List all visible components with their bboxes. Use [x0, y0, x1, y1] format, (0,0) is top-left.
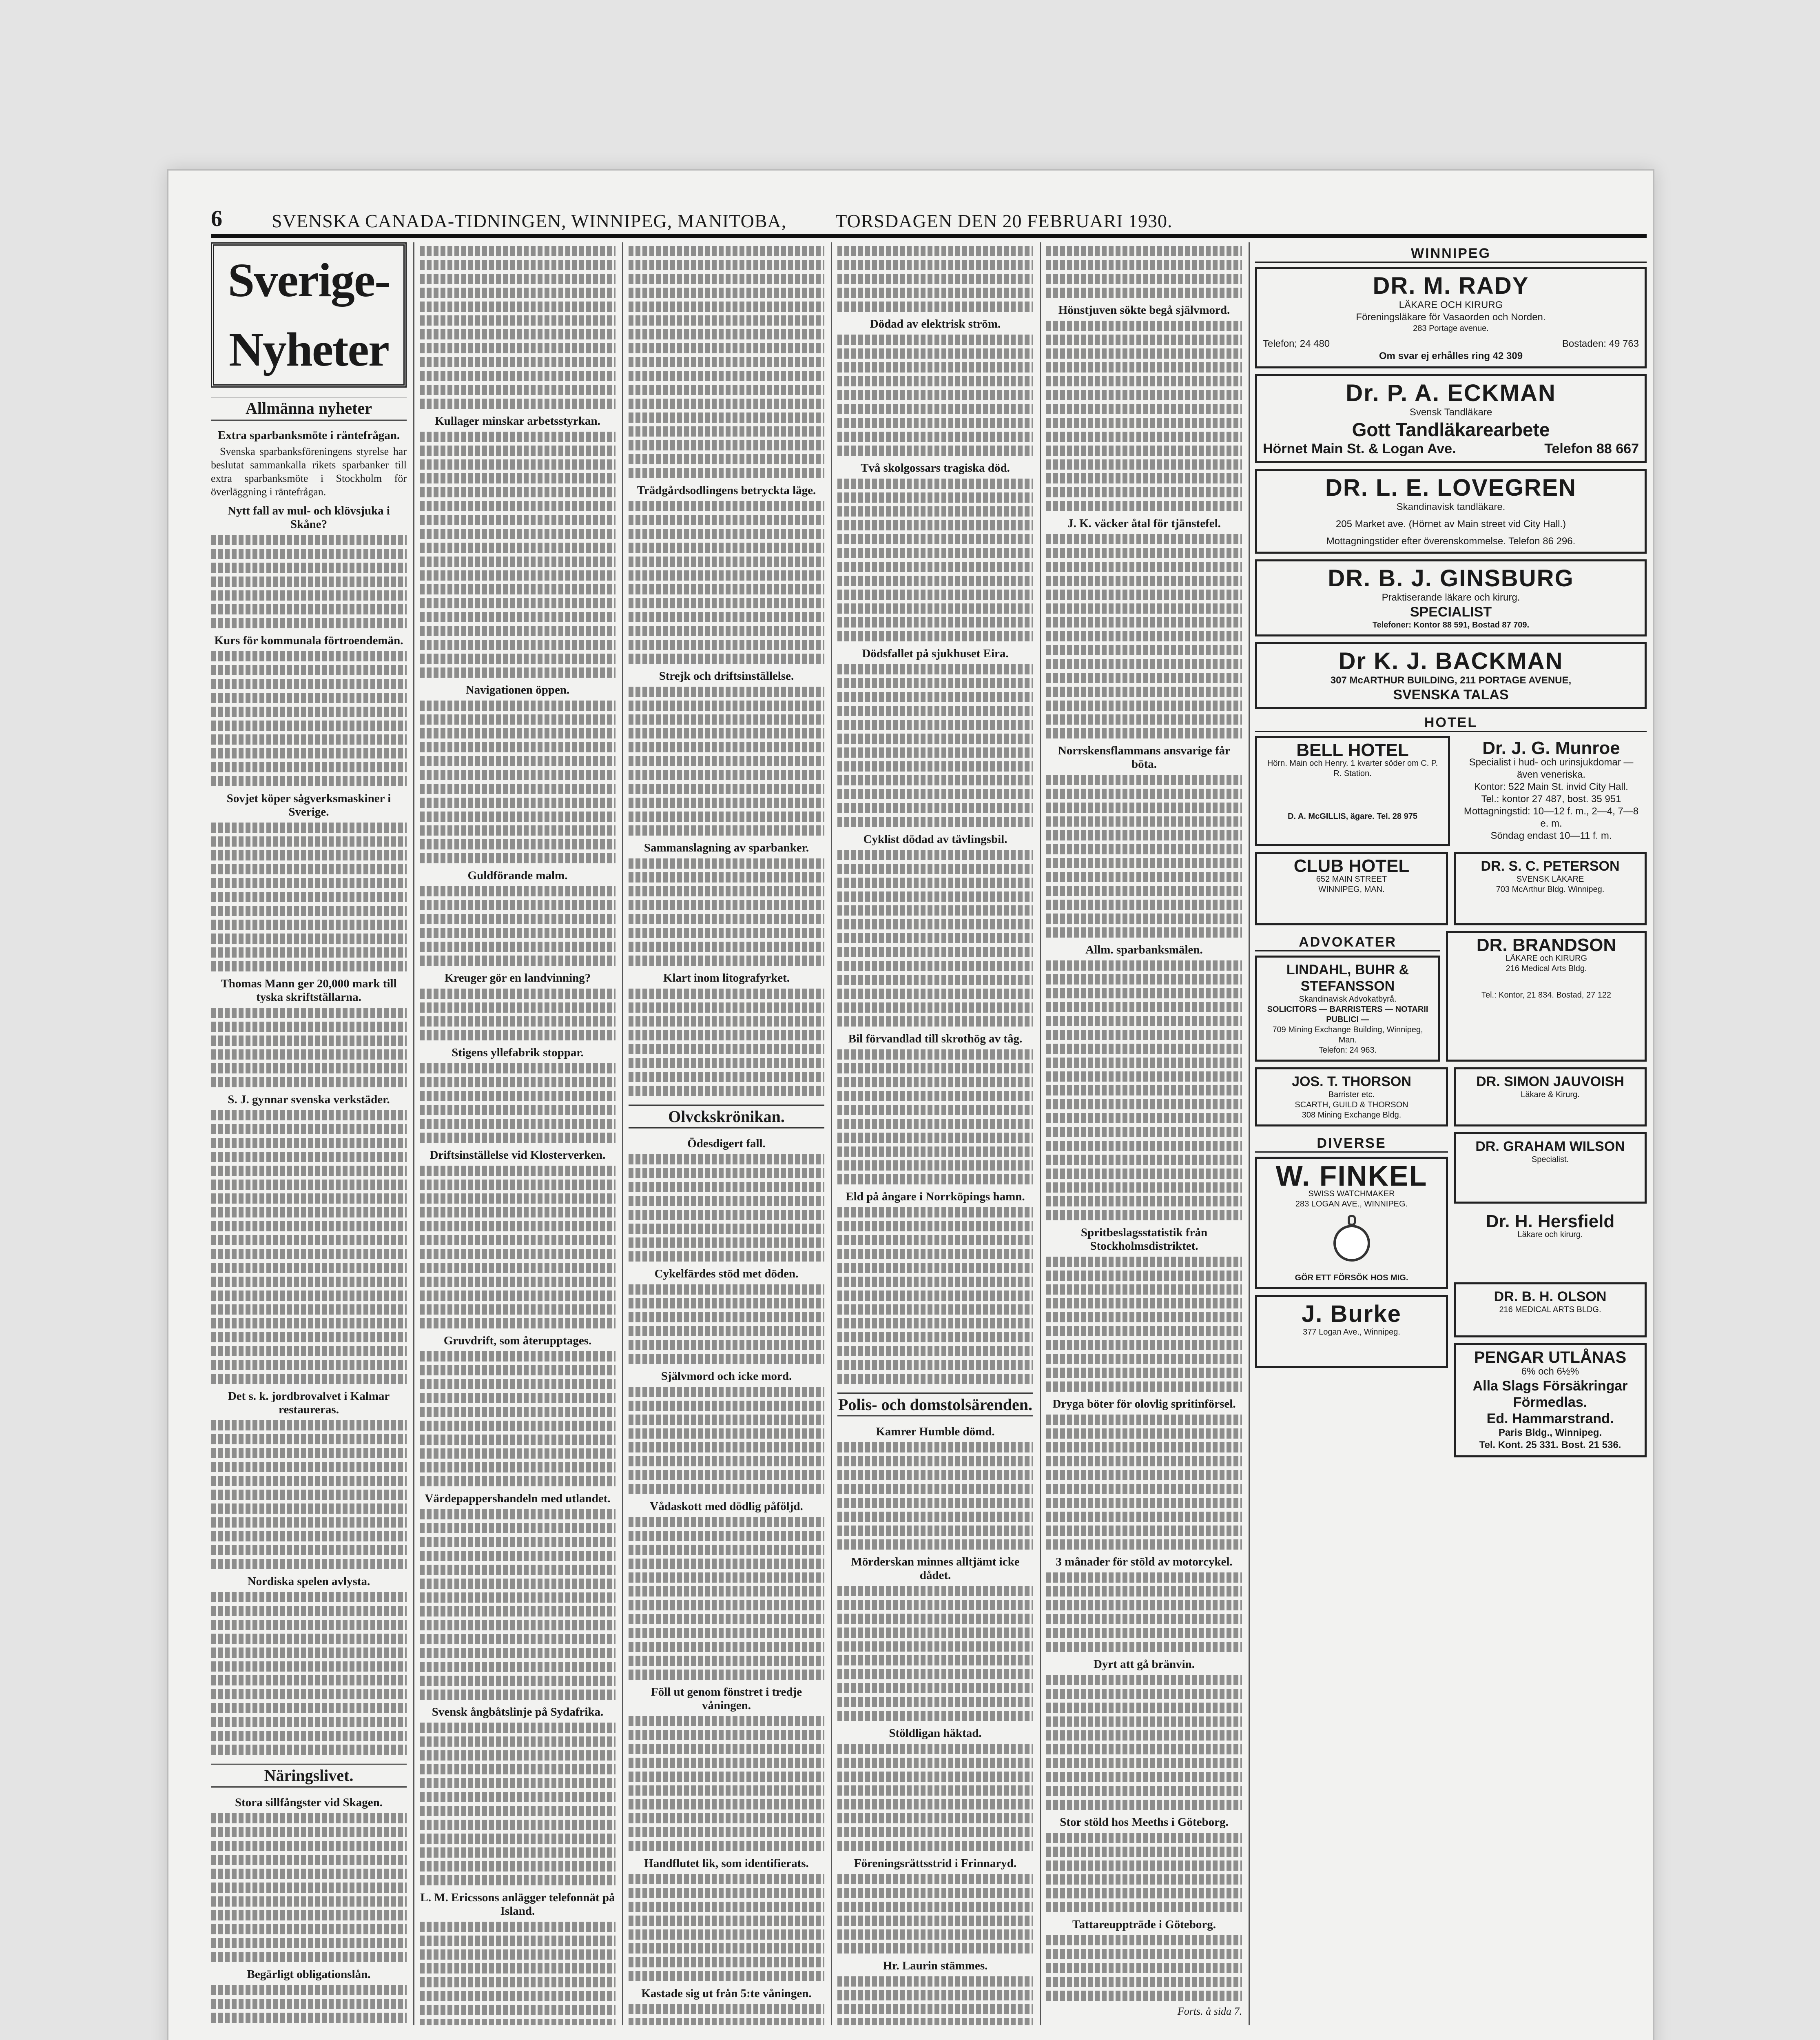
pocket-watch-icon [1329, 1213, 1374, 1270]
headline: Det s. k. jordbrovalvet i Kalmar restaureras. [228, 1390, 390, 1416]
headline: Två skolgossars tragiska död. [861, 461, 1010, 475]
article-body: Svenska sparbanksföreningens styrelse har beslutat sammankalla rikets sparbanker till extra sparbanksmöte i Stockholm för överläggning i räntefrågan. [211, 446, 407, 498]
ad-wilson: DR. GRAHAM WILSON Specialist. [1454, 1132, 1647, 1204]
headline: Eld på ångare i Norrköpings hamn. [846, 1190, 1025, 1203]
headline: Allm. sparbanksmälen. [1085, 943, 1203, 956]
headline: S. J. gynnar svenska verkstäder. [228, 1093, 390, 1106]
headline: Norrskensflammans ansvarige får böta. [1058, 744, 1231, 771]
headline: Sovjet köper sågverksmaskiner i Sverige. [226, 792, 391, 818]
headline: Extra sparbanksmöte i räntefrågan. [217, 429, 400, 442]
headline: Stora sillfångster vid Skagen. [235, 1796, 383, 1809]
column-5 [1046, 242, 1242, 2025]
paper-name: SVENSKA CANADA-TIDNINGEN, WINNIPEG, MANITOBA, [272, 211, 787, 231]
headline: Cykelfärdes stöd met döden. [654, 1267, 799, 1280]
ad-rady: DR. M. RADY LÄKARE OCH KIRURG Föreningsläkare för Vasaorden och Norden. 283 Portage avenue. Telefon; 24 480 Bostaden: 49 763 Om svar ej erhålles ring 42 309 [1255, 267, 1647, 368]
column-1 [211, 242, 407, 2025]
section-polis: Polis- och domstolsärenden. [837, 1392, 1033, 1417]
headline: Kurs för kommunala förtroendemän. [214, 634, 403, 647]
headline: Kreuger gör en landvinning? [444, 971, 591, 985]
ad-thorson: JOS. T. THORSON Barrister etc. SCARTH, GUILD & THORSON 308 Mining Exchange Bldg. [1255, 1067, 1448, 1126]
headline: Gruvdrift, som återupptages. [443, 1334, 592, 1347]
headline: Strejk och driftsinställelse. [659, 670, 794, 683]
section-allmanna: Allmänna nyheter [211, 396, 407, 421]
headline: Kamrer Humble dömd. [876, 1425, 995, 1438]
headline: Hr. Laurin stämmes. [883, 1959, 988, 1972]
page-header [211, 196, 1647, 238]
headline: Ödesdigert fall. [687, 1137, 766, 1150]
newspaper-page [167, 169, 1654, 2040]
ad-olson: DR. B. H. OLSON 216 MEDICAL ARTS BLDG. [1454, 1282, 1647, 1337]
headline: Kullager minskar arbetsstyrkan. [435, 415, 600, 428]
label-diverse: DIVERSE [1255, 1135, 1448, 1153]
headline: 3 månader för stöld av motorcykel. [1056, 1555, 1233, 1568]
headline: Nytt fall av mul- och klövsjuka i Skåne? [228, 504, 390, 531]
headline: Dryga böter för olovlig spritinförsel. [1052, 1397, 1236, 1410]
headline: Tattareuppträde i Göteborg. [1072, 1918, 1216, 1931]
headline: Driftsinställelse vid Klosterverken. [430, 1149, 606, 1162]
headline: Bil förvandlad till skrothög av tåg. [848, 1032, 1023, 1045]
column-2 [420, 242, 616, 2025]
ad-bell-hotel: BELL HOTEL Hörn. Main och Henry. 1 kvarter söder om C. P. R. Station. D. A. McGILLIS, ägare. Tel. 28 975 [1255, 736, 1450, 846]
headline: Handflutet lik, som identifierats. [644, 1857, 809, 1870]
headline: Begärligt obligationslån. [247, 1968, 371, 1981]
ads-column [1255, 242, 1647, 1463]
headline: Svensk ångbåtslinje på Sydafrika. [432, 1705, 604, 1718]
headline: Navigationen öppen. [465, 683, 570, 696]
headline: Guldförande malm. [467, 869, 568, 882]
headline: Föreningsrättsstrid i Frinnaryd. [854, 1857, 1017, 1870]
headline: Thomas Mann ger 20,000 mark till tyska skriftställarna. [221, 977, 397, 1004]
headline: Trädgårdsodlingens betryckta läge. [637, 484, 816, 497]
ad-pengar: PENGAR UTLÅNAS 6% och 6½% Alla Slags Försäkringar Förmedlas. Ed. Hammarstrand. Paris Bldg., Winnipeg. Tel. Kont. 25 331. Bost. 21 536. [1454, 1343, 1647, 1457]
headline: Kastade sig ut från 5:te våningen. [641, 1987, 812, 2000]
ad-brandson: DR. BRANDSON LÄKARE och KIRURG 216 Medical Arts Bldg. Tel.: Kontor, 21 834. Bostad, 27 122 [1446, 931, 1647, 1062]
headline: Dyrt att gå bränvin. [1093, 1658, 1195, 1671]
headline: Nordiska spelen avlysta. [247, 1575, 370, 1588]
headline: Stor stöld hos Meeths i Göteborg. [1060, 1816, 1229, 1829]
ad-peterson: DR. S. C. PETERSON SVENSK LÄKARE 703 McArthur Bldg. Winnipeg. [1454, 852, 1647, 925]
column-4 [837, 242, 1033, 2025]
issue-date: TORSDAGEN DEN 20 FEBRUARI 1930. [835, 211, 1173, 231]
ad-lovegren: DR. L. E. LOVEGREN Skandinavisk tandläkare. 205 Market ave. (Hörnet av Main street vid City Hall.) Mottagningstider efter överenskommelse. Telefon 86 296. [1255, 469, 1647, 554]
ad-backman: Dr K. J. BACKMAN 307 McARTHUR BUILDING, 211 PORTAGE AVENUE, SVENSKA TALAS [1255, 642, 1647, 709]
ad-munroe: Dr. J. G. Munroe Specialist i hud- och urinsjukdomar — även veneriska. Kontor: 522 Main St. invid City Hall. Tel.: kontor 27 487, bost. 35 951 Mottagningstid: 10—12 f. m., 2—4, 7—8 e. m. Söndag endast 10—11 f. m. [1464, 738, 1639, 841]
section-naringslivet: Näringslivet. [211, 1763, 407, 1788]
ad-hersfield: Dr. H. Hersfield Läkare och kirurg. [1486, 1211, 1615, 1239]
headline: Hönstjuven sökte begå självmord. [1058, 304, 1230, 317]
label-advokater: ADVOKATER [1255, 934, 1440, 951]
label-hotel: HOTEL [1255, 715, 1647, 732]
ad-finkel: W. FINKEL SWISS WATCHMAKER 283 LOGAN AVE., WINNIPEG. GÖR ETT FÖRSÖK HOS MIG. [1255, 1157, 1448, 1289]
headline: L. M. Ericssons anlägger telefonnät på Island. [420, 1891, 615, 1918]
headline: Klart inom litografyrket. [663, 971, 790, 985]
headline: Mörderskan minnes alltjämt icke dådet. [851, 1555, 1020, 1582]
ad-lindahl: LINDAHL, BUHR & STEFANSSON Skandinavisk Advokatbyrå. SOLICITORS — BARRISTERS — NOTARII PUBLICI — 709 Mining Exchange Building, Winnipeg, Man. Telefon: 24 963. [1255, 956, 1440, 1062]
headline: Stöldligan häktad. [889, 1727, 982, 1740]
headline: Spritbeslagsstatistik från Stockholmsdistriktet. [1080, 1226, 1208, 1253]
label-winnipeg: WINNIPEG [1255, 246, 1647, 263]
headline: Föll ut genom fönstret i tredje våningen. [651, 1685, 802, 1712]
continued-note: Forts. å sida 7. [1177, 2005, 1242, 2017]
section-olyckskronikan: Olvckskrönikan. [629, 1104, 824, 1129]
ad-ginsburg: DR. B. J. GINSBURG Praktiserande läkare och kirurg. SPECIALIST Telefoner: Kontor 88 591, Bostad 87 709. [1255, 559, 1647, 636]
column-3 [629, 242, 824, 2025]
headline: J. K. väcker åtal för tjänstefel. [1067, 517, 1221, 530]
ad-jauvoish: DR. SIMON JAUVOISH Läkare & Kirurg. [1454, 1067, 1647, 1126]
headline: Stigens yllefabrik stoppar. [452, 1046, 584, 1059]
headline: Värdepappershandeln med utlandet. [425, 1492, 611, 1505]
headline: Cyklist dödad av tävlingsbil. [863, 833, 1007, 846]
masthead: Sverige-Nyheter [211, 242, 407, 388]
headline: Självmord och icke mord. [661, 1370, 792, 1383]
headline: Dödsfallet på sjukhuset Eira. [862, 647, 1009, 660]
ad-eckman: Dr. P. A. ECKMAN Svensk Tandläkare Gott Tandläkarearbete Hörnet Main St. & Logan Ave. Telefon 88 667 [1255, 374, 1647, 463]
ad-club-hotel: CLUB HOTEL 652 MAIN STREET WINNIPEG, MAN. [1255, 852, 1448, 925]
headline: Sammanslagning av sparbanker. [644, 841, 809, 854]
page-number: 6 [211, 206, 223, 231]
headline: Vådaskott med dödlig påföljd. [650, 1500, 803, 1513]
headline: Dödad av elektrisk ström. [870, 317, 1001, 330]
ad-burke: J. Burke 377 Logan Ave., Winnipeg. [1255, 1295, 1448, 1368]
